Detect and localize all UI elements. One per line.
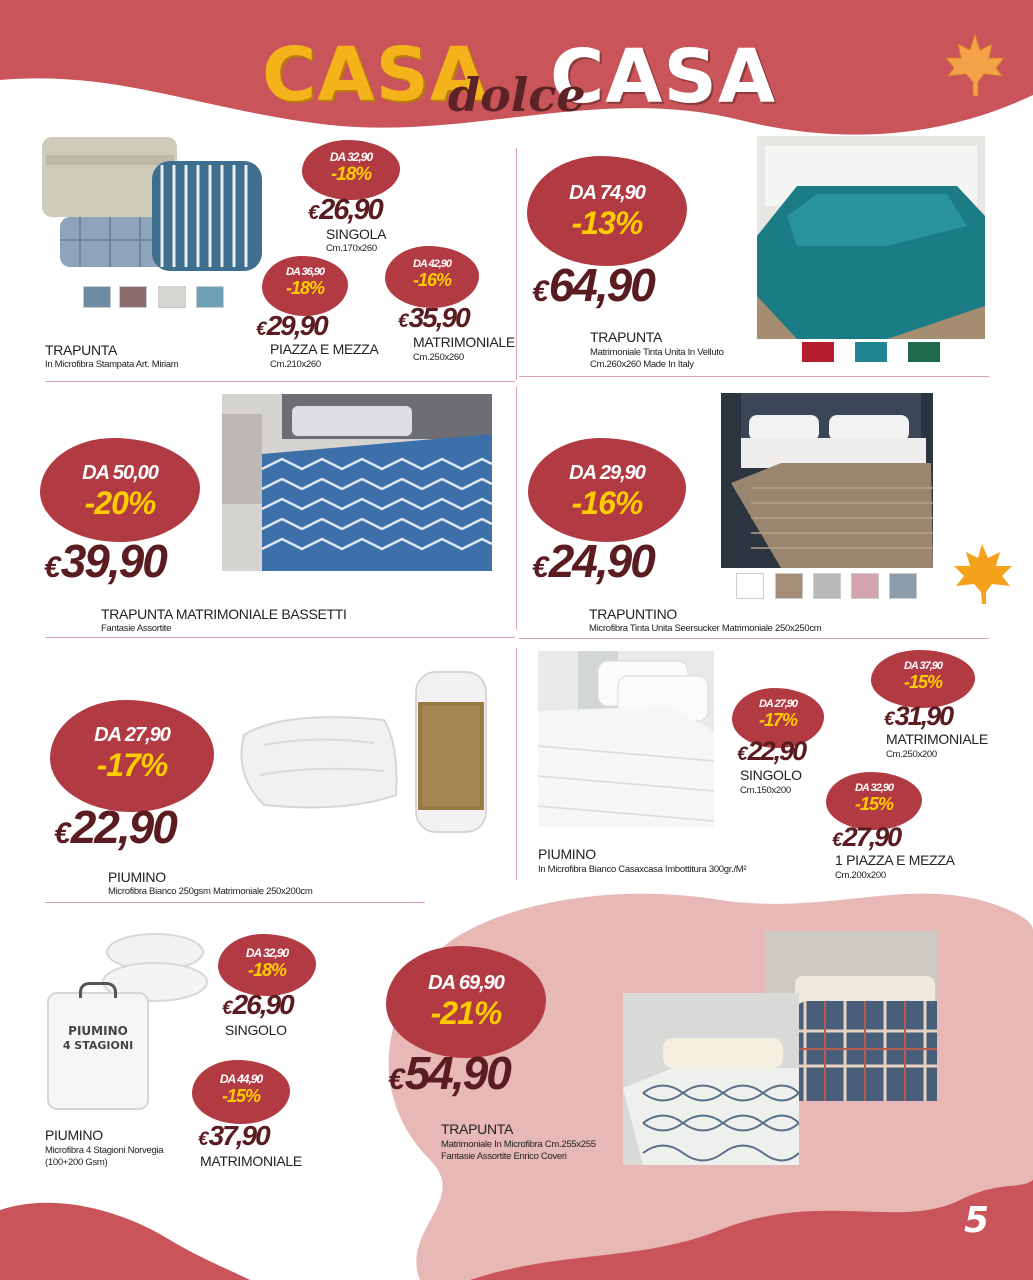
product-name: PIUMINO bbox=[538, 846, 596, 862]
product-name: TRAPUNTA bbox=[441, 1121, 514, 1137]
price: €31,90 bbox=[884, 701, 953, 731]
page-number: 5 bbox=[963, 1200, 989, 1241]
logo-word-dolce: dolce bbox=[448, 68, 586, 122]
discount-badge: DA 42,90 -16% bbox=[385, 246, 479, 308]
product-photo-bag bbox=[47, 992, 149, 1110]
product-photo-geometric-quilt bbox=[623, 993, 799, 1165]
product-photo-white-duvet bbox=[224, 705, 404, 815]
color-swatch bbox=[802, 342, 834, 362]
size-label: MATRIMONIALE bbox=[200, 1153, 302, 1169]
product-name: PIUMINO bbox=[45, 1127, 103, 1143]
discount-badge: DA 32,90 -18% bbox=[218, 934, 316, 996]
product-photo-bassetti-quilt bbox=[222, 394, 492, 571]
bag-label-2: 4 STAGIONI bbox=[62, 1039, 134, 1052]
color-swatch bbox=[119, 286, 147, 308]
product-name: TRAPUNTA bbox=[590, 329, 663, 345]
price: €26,90 bbox=[308, 194, 382, 226]
discount-badge: DA 69,90 -21% bbox=[386, 946, 546, 1058]
discount-badge: DA 37,90 -15% bbox=[871, 650, 975, 708]
discount-badge: DA 36,90 -18% bbox=[262, 256, 348, 316]
product-desc: Microfibra Bianco 250gsm Matrimoniale 250x200cm bbox=[108, 886, 313, 897]
divider bbox=[516, 148, 517, 380]
divider bbox=[45, 902, 425, 903]
product-desc: Fantasie Assortite bbox=[101, 623, 172, 634]
discount-badge: DA 32,90 -18% bbox=[302, 140, 400, 200]
product-desc: Microfibra Tinta Unita Seersucker Matrimoniale 250x250cm bbox=[589, 623, 822, 634]
product-desc: Matrimoniale In Microfibra Cm.255x255 bbox=[441, 1139, 596, 1150]
size: Cm.150x200 bbox=[740, 785, 791, 796]
size-label: SINGOLO bbox=[225, 1022, 287, 1038]
divider bbox=[519, 638, 989, 639]
color-swatch bbox=[889, 573, 917, 599]
color-swatch bbox=[775, 573, 803, 599]
price: €24,90 bbox=[532, 535, 654, 587]
discount-badge: DA 32,90 -15% bbox=[826, 772, 922, 830]
color-swatch bbox=[196, 286, 224, 308]
divider bbox=[516, 648, 517, 880]
price: €35,90 bbox=[398, 302, 469, 333]
product-photo-white-bed bbox=[538, 651, 714, 827]
product-name: TRAPUNTA bbox=[45, 342, 118, 358]
divider bbox=[519, 376, 989, 377]
product-desc: (100+200 Gsm) bbox=[45, 1157, 108, 1168]
discount-badge: DA 27,90 -17% bbox=[50, 700, 214, 812]
product-desc: Fantasie Assortite Enrico Coveri bbox=[441, 1151, 567, 1162]
size-label: 1 PIAZZA E MEZZA bbox=[835, 852, 955, 868]
size: Cm.200x200 bbox=[835, 870, 886, 881]
product-name: TRAPUNTINO bbox=[589, 606, 678, 622]
product-desc: In Microfibra Stampata Art. Miriam bbox=[45, 359, 179, 370]
size: Cm.250x260 bbox=[413, 352, 464, 363]
size-label: SINGOLA bbox=[326, 226, 387, 242]
color-swatch bbox=[158, 286, 186, 308]
size: Cm.170x260 bbox=[326, 243, 377, 254]
product-photo-duvet-pack bbox=[412, 668, 490, 836]
maple-leaf-icon bbox=[940, 30, 1010, 100]
price: €26,90 bbox=[222, 989, 293, 1020]
price: €29,90 bbox=[256, 310, 327, 341]
divider bbox=[45, 381, 515, 382]
color-swatch bbox=[908, 342, 940, 362]
size-label: MATRIMONIALE bbox=[886, 731, 988, 747]
color-swatch bbox=[855, 342, 887, 362]
product-desc: Microfibra 4 Stagioni Norvegia bbox=[45, 1145, 164, 1156]
divider bbox=[45, 637, 515, 638]
size: Cm.250x200 bbox=[886, 749, 937, 760]
header-logo bbox=[262, 30, 782, 130]
bag-label-1: PIUMINO bbox=[68, 1024, 128, 1038]
logo-word-casa: CASA bbox=[262, 32, 489, 118]
product-desc: Matrimoniale Tinta Unita In Velluto bbox=[590, 347, 724, 358]
price: €39,90 bbox=[44, 535, 166, 587]
discount-badge: DA 27,90 -17% bbox=[732, 688, 824, 748]
discount-badge: DA 50,00 -20% bbox=[40, 438, 200, 542]
color-swatch bbox=[83, 286, 111, 308]
color-swatch bbox=[813, 573, 841, 599]
size-label: PIAZZA E MEZZA bbox=[270, 341, 379, 357]
product-desc: In Microfibra Bianco Casaxcasa Imbottitura 300gr./M² bbox=[538, 864, 747, 875]
price: €54,90 bbox=[388, 1047, 510, 1099]
bag-handle bbox=[79, 982, 117, 998]
price: €27,90 bbox=[832, 822, 901, 852]
product-photo-velvet-quilt bbox=[757, 136, 985, 339]
product-name: PIUMINO bbox=[108, 869, 166, 885]
discount-badge: DA 29,90 -16% bbox=[528, 438, 686, 542]
size: Cm.210x260 bbox=[270, 359, 321, 370]
product-photo-seersucker bbox=[721, 393, 933, 568]
autumn-leaf-icon bbox=[952, 542, 1014, 606]
product-desc: Cm.260x260 Made In Italy bbox=[590, 359, 694, 370]
price: €22,90 bbox=[54, 801, 176, 853]
price: €37,90 bbox=[198, 1120, 269, 1151]
size-label: SINGOLO bbox=[740, 767, 802, 783]
discount-badge: DA 44,90 -15% bbox=[192, 1060, 290, 1124]
color-swatch bbox=[851, 573, 879, 599]
color-swatch bbox=[736, 573, 764, 599]
divider bbox=[516, 386, 517, 630]
product-name: TRAPUNTA MATRIMONIALE BASSETTI bbox=[101, 606, 347, 622]
logo-word-casa-2: CASA bbox=[550, 34, 777, 120]
price: €22,90 bbox=[737, 736, 806, 766]
price: €64,90 bbox=[532, 259, 654, 311]
size-label: MATRIMONIALE bbox=[413, 334, 515, 350]
product-photo-quilts bbox=[40, 125, 270, 275]
discount-badge: DA 74,90 -13% bbox=[527, 156, 687, 266]
